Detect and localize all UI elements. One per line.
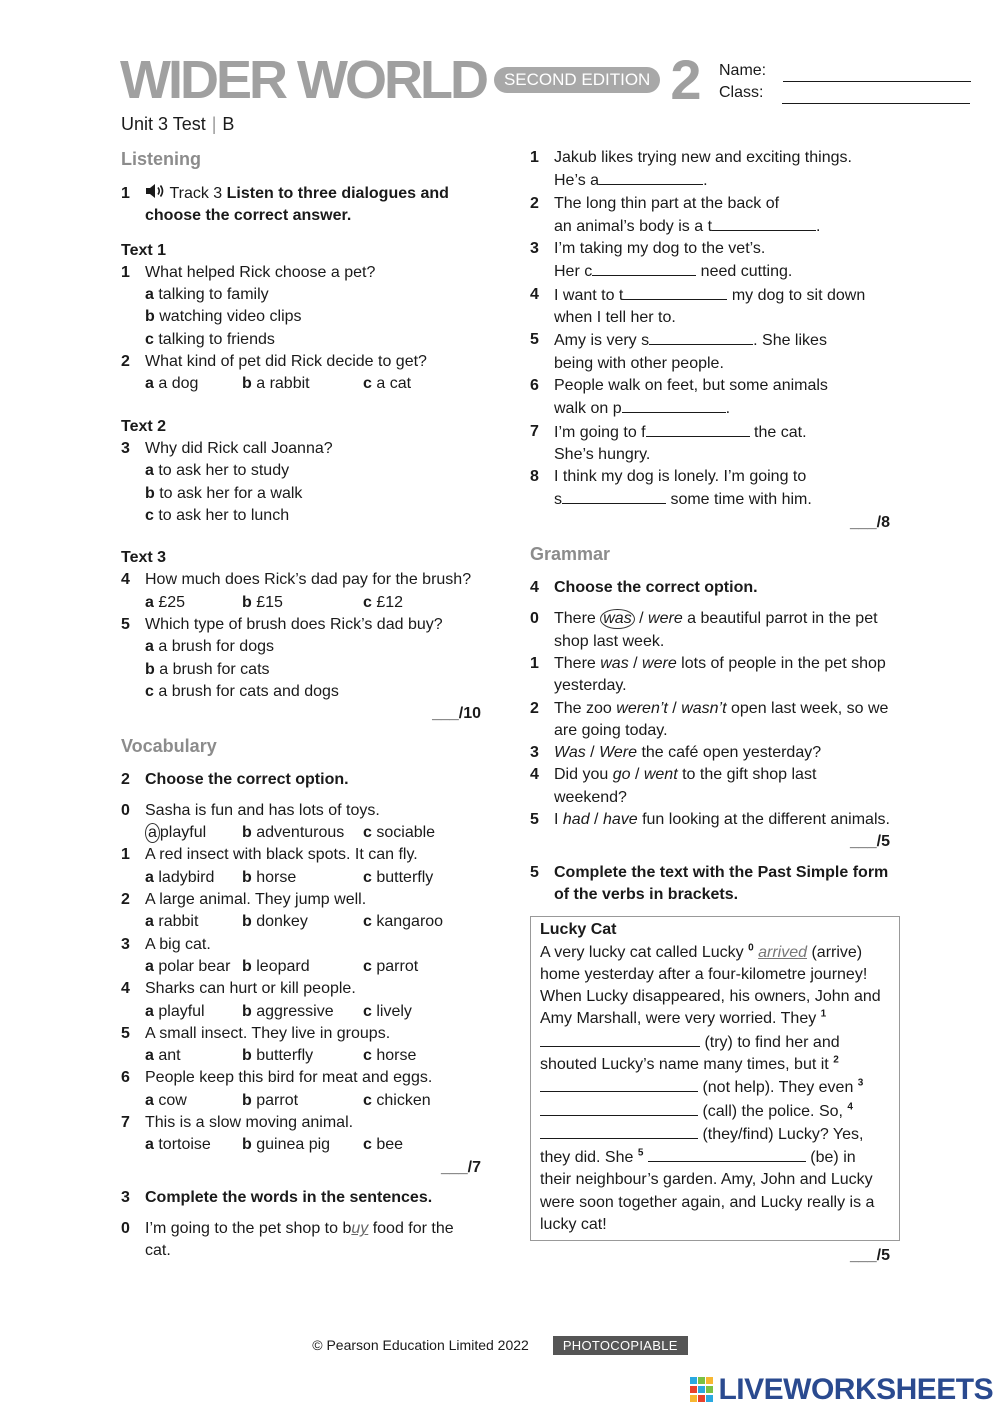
answer-gap[interactable] bbox=[623, 284, 727, 300]
ex3-item: 5 Amy is very s . She likes being with other people. bbox=[530, 331, 827, 372]
question-5: 5 Which type of brush does Rick’s dad buy? a a brush for dogs b a brush for cats c a brush for cats and dogs bbox=[121, 614, 481, 703]
text-1-label: Text 1 bbox=[121, 241, 167, 259]
option-c[interactable]: c butterfly bbox=[363, 868, 434, 886]
option-b[interactable]: b parrot bbox=[242, 1091, 299, 1109]
option-a[interactable]: a polar bear bbox=[145, 957, 231, 975]
option-2[interactable]: were bbox=[642, 654, 677, 672]
option-b[interactable]: b a brush for cats bbox=[145, 660, 270, 678]
option-a[interactable]: a £25 bbox=[145, 593, 186, 611]
option-1[interactable]: was bbox=[600, 654, 629, 672]
right-column bbox=[530, 147, 890, 1268]
option-b[interactable]: b guinea pig bbox=[242, 1136, 331, 1154]
vocabulary-heading: Vocabulary bbox=[121, 735, 217, 756]
exercise-2-header: 2 Choose the correct option. bbox=[121, 770, 349, 788]
gap-4[interactable] bbox=[540, 1123, 698, 1139]
class-line[interactable] bbox=[782, 103, 970, 104]
option-b[interactable]: b butterfly bbox=[242, 1047, 314, 1065]
ex3-item: 3 I’m taking my dog to the vet’s. Her c need cutting. bbox=[530, 240, 793, 281]
ex3-item: 6 People walk on feet, but some animals walk on p . bbox=[530, 376, 828, 418]
vocab-item: 7 This is a slow moving animal. a tortoise b guinea pig c bee bbox=[121, 1112, 481, 1157]
question-2: 2 What kind of pet did Rick decide to get? a a dog b a rabbit c a cat bbox=[121, 351, 481, 396]
exercise-1-instruction: Listen to three dialogues and choose the correct answer. bbox=[145, 185, 449, 225]
option-a[interactable]: a rabbit bbox=[145, 913, 199, 931]
option-c[interactable]: c a cat bbox=[363, 375, 412, 393]
listening-score: ___/10 bbox=[432, 705, 481, 723]
option-2[interactable]: were bbox=[648, 610, 683, 628]
option-2[interactable]: wasn’t bbox=[681, 699, 727, 717]
option-1[interactable]: Was bbox=[554, 744, 586, 762]
test-subtitle: Unit 3 Test | B bbox=[121, 114, 235, 134]
option-a[interactable]: a a brush for dogs bbox=[145, 638, 274, 656]
grammar-ex4-list bbox=[530, 608, 890, 831]
speaker-icon[interactable] bbox=[145, 183, 165, 199]
name-label: Name: bbox=[719, 62, 767, 79]
option-a[interactable]: a to ask her to study bbox=[145, 462, 290, 480]
option-a[interactable]: a ladybird bbox=[145, 868, 215, 886]
exercise-3-example: 0 I’m going to the pet shop to buy food for the cat. bbox=[121, 1220, 454, 1260]
grammar-item: 2 The zoo weren’t / wasn’t open last week, so we are going today. bbox=[530, 699, 889, 739]
logo-number: 2 bbox=[670, 48, 702, 111]
text-3-label: Text 3 bbox=[121, 549, 167, 567]
answer-gap[interactable] bbox=[649, 329, 753, 345]
grammar-item: 1 There was / were lots of people in the pet shop yesterday. bbox=[530, 654, 886, 695]
circled-answer: a bbox=[145, 823, 160, 843]
vocab-item: 3 A big cat. a polar bear b leopard c parrot bbox=[121, 934, 481, 979]
answer-gap[interactable] bbox=[712, 215, 816, 231]
option-1[interactable]: weren’t bbox=[616, 699, 668, 717]
class-field[interactable] bbox=[719, 82, 970, 104]
exercise-4-header: 4 Choose the correct option. bbox=[530, 579, 758, 597]
option-2[interactable]: went bbox=[643, 766, 678, 784]
exercise-3-score: ___/8 bbox=[849, 513, 890, 531]
logo-main: WIDER WORLD bbox=[120, 50, 486, 110]
option-c[interactable]: c talking to friends bbox=[145, 330, 275, 348]
story-text: A very lucky cat called Lucky $^0$ arrived (arrive) home yesterday after a four-kilometre journey! When Lucky disappeared, his owners, John and Amy Marshall, were very worried. They $^1$ (try) to find her and shouted Lucky’s name many times, but it $^2$ (not help). They even $^3$ (call) the police. So, $^4$ (they/find) Lucky? Yes, they did. She $^5$ (be) in their neighbour’s garden. Amy, John and Lucky were soon together again, and Lucky really is a lucky cat! bbox=[540, 942, 881, 1234]
liveworksheets-icon bbox=[690, 1377, 714, 1403]
story-title: Lucky Cat bbox=[540, 921, 617, 939]
option-c[interactable]: c lively bbox=[363, 1002, 412, 1020]
option-a[interactable]: a playful bbox=[145, 822, 242, 844]
story-example-answer: arrived bbox=[758, 943, 808, 961]
option-a[interactable]: a ant bbox=[145, 1047, 181, 1065]
track-label: Track 3 bbox=[169, 185, 223, 202]
gap-5[interactable] bbox=[648, 1146, 806, 1162]
option-a[interactable]: a a dog bbox=[145, 375, 199, 393]
example-answer: uy bbox=[351, 1220, 369, 1238]
gap-2[interactable] bbox=[540, 1076, 698, 1092]
option-c[interactable]: c chicken bbox=[363, 1091, 431, 1109]
option-b[interactable]: b donkey bbox=[242, 913, 308, 931]
option-c[interactable]: c parrot bbox=[363, 957, 419, 975]
ex3-item: 2 The long thin part at the back of an animal’s body is a t . bbox=[530, 194, 821, 235]
option-2[interactable]: Were bbox=[599, 744, 637, 762]
footer bbox=[0, 1334, 1000, 1357]
lucky-cat-box bbox=[530, 916, 900, 1241]
question-4: 4 How much does Rick’s dad pay for the brush? a £25 b £15 c £12 bbox=[121, 569, 481, 614]
option-c[interactable]: c £12 bbox=[363, 593, 404, 611]
exercise-5-score: ___/5 bbox=[849, 1247, 890, 1265]
option-b[interactable]: b a rabbit bbox=[242, 375, 310, 393]
brand-text: LIVEWORKSHEETS bbox=[718, 1373, 994, 1406]
grammar-item: 5 I had / have fun looking at the different animals. bbox=[530, 811, 890, 829]
option-1[interactable]: had bbox=[562, 811, 590, 829]
gap-3[interactable] bbox=[540, 1100, 698, 1116]
ex3-item: 7 I’m going to f the cat. She’s hungry. bbox=[530, 422, 807, 463]
answer-gap[interactable] bbox=[622, 397, 726, 413]
ex3-item: 4 I want to t my dog to sit down when I tell her to. bbox=[530, 285, 866, 327]
option-1[interactable]: go bbox=[612, 766, 631, 784]
logo-badge: SECOND EDITION bbox=[494, 67, 660, 93]
listening-heading: Listening bbox=[121, 149, 201, 169]
grammar-item: 4 Did you go / went to the gift shop last weekend? bbox=[530, 766, 817, 806]
name-field[interactable] bbox=[719, 60, 971, 82]
circled-option: was bbox=[600, 609, 634, 629]
vocabulary-ex3-list bbox=[530, 147, 890, 512]
wider-world-logo bbox=[120, 48, 702, 111]
option-b[interactable]: b horse bbox=[242, 868, 297, 886]
vocab-item: 1 A red insect with black spots. It can fly. a ladybird b horse c butterfly bbox=[121, 844, 481, 889]
ex3-item: 1 Jakub likes trying new and exciting things. He’s a . bbox=[530, 149, 852, 190]
exercise-5-header: 5 Complete the text with the Past Simple form of the verbs in brackets. bbox=[530, 863, 889, 903]
question-1: 1 What helped Rick choose a pet? a talking to family b watching video clips c talking to friends bbox=[121, 262, 481, 351]
exercise-2-score: ___/7 bbox=[440, 1158, 481, 1176]
option-c[interactable]: c sociable bbox=[363, 824, 436, 842]
copyright: © Pearson Education Limited 2022 bbox=[312, 1337, 529, 1353]
option-c[interactable]: c bee bbox=[363, 1136, 404, 1154]
text-2-label: Text 2 bbox=[121, 417, 167, 435]
option-c[interactable]: c a brush for cats and dogs bbox=[145, 682, 339, 700]
option-c[interactable]: c horse bbox=[363, 1047, 417, 1065]
option-b[interactable]: b adventurous bbox=[242, 824, 345, 842]
exercise-4-score: ___/5 bbox=[849, 833, 890, 851]
grammar-heading: Grammar bbox=[530, 544, 611, 565]
answer-gap[interactable] bbox=[592, 260, 696, 276]
exercise-3-header: 3 Complete the words in the sentences. bbox=[121, 1188, 433, 1206]
option-b[interactable]: b £15 bbox=[242, 593, 283, 611]
option-a[interactable]: a playful bbox=[145, 1002, 205, 1020]
photocopiable-badge: PHOTOCOPIABLE bbox=[553, 1336, 688, 1355]
vocab-item: 2 A large animal. They jump well. a rabbit b donkey c kangaroo bbox=[121, 889, 481, 934]
class-label: Class: bbox=[719, 84, 764, 101]
exercise-1-header: 1 Track 3 Listen to three dialogues and choose the correct answer. bbox=[121, 185, 449, 225]
option-c[interactable]: c to ask her to lunch bbox=[145, 506, 290, 524]
vocab-item: 6 People keep this bird for meat and eggs. a cow b parrot c chicken bbox=[121, 1067, 481, 1112]
vocab-item: 0 Sasha is fun and has lots of toys. a playful b adventurous c sociable bbox=[121, 800, 481, 845]
vocab-item: 4 Sharks can hurt or kill people. a playful b aggressive c lively bbox=[121, 978, 481, 1023]
option-b[interactable]: b to ask her for a walk bbox=[145, 484, 303, 502]
vocabulary-ex2-list bbox=[121, 800, 481, 1157]
liveworksheets-logo[interactable] bbox=[690, 1374, 993, 1406]
grammar-item: 3 Was / Were the café open yesterday? bbox=[530, 744, 822, 762]
option-a[interactable]: a cow bbox=[145, 1091, 187, 1109]
option-a[interactable]: a talking to family bbox=[145, 286, 269, 304]
answer-gap[interactable] bbox=[599, 169, 703, 185]
answer-gap[interactable] bbox=[646, 421, 750, 437]
ex3-item: 8 I think my dog is lonely. I’m going to s some time with him. bbox=[530, 468, 812, 509]
option-b[interactable]: b leopard bbox=[242, 957, 310, 975]
option-a[interactable]: a tortoise bbox=[145, 1136, 211, 1154]
option-2[interactable]: have bbox=[602, 811, 638, 829]
option-b[interactable]: b watching video clips bbox=[145, 308, 302, 326]
option-b[interactable]: b aggressive bbox=[242, 1002, 334, 1020]
gap-1[interactable] bbox=[540, 1031, 700, 1047]
left-column bbox=[121, 147, 481, 1263]
question-3: 3 Why did Rick call Joanna? a to ask her to study b to ask her for a walk c to ask her to lunch bbox=[121, 438, 481, 527]
option-c[interactable]: c kangaroo bbox=[363, 913, 444, 931]
grammar-item: 0 There was / were a beautiful parrot in the pet shop last week. bbox=[530, 610, 878, 650]
vocab-item: 5 A small insect. They live in groups. a ant b butterfly c horse bbox=[121, 1023, 481, 1068]
answer-gap[interactable] bbox=[562, 488, 666, 504]
